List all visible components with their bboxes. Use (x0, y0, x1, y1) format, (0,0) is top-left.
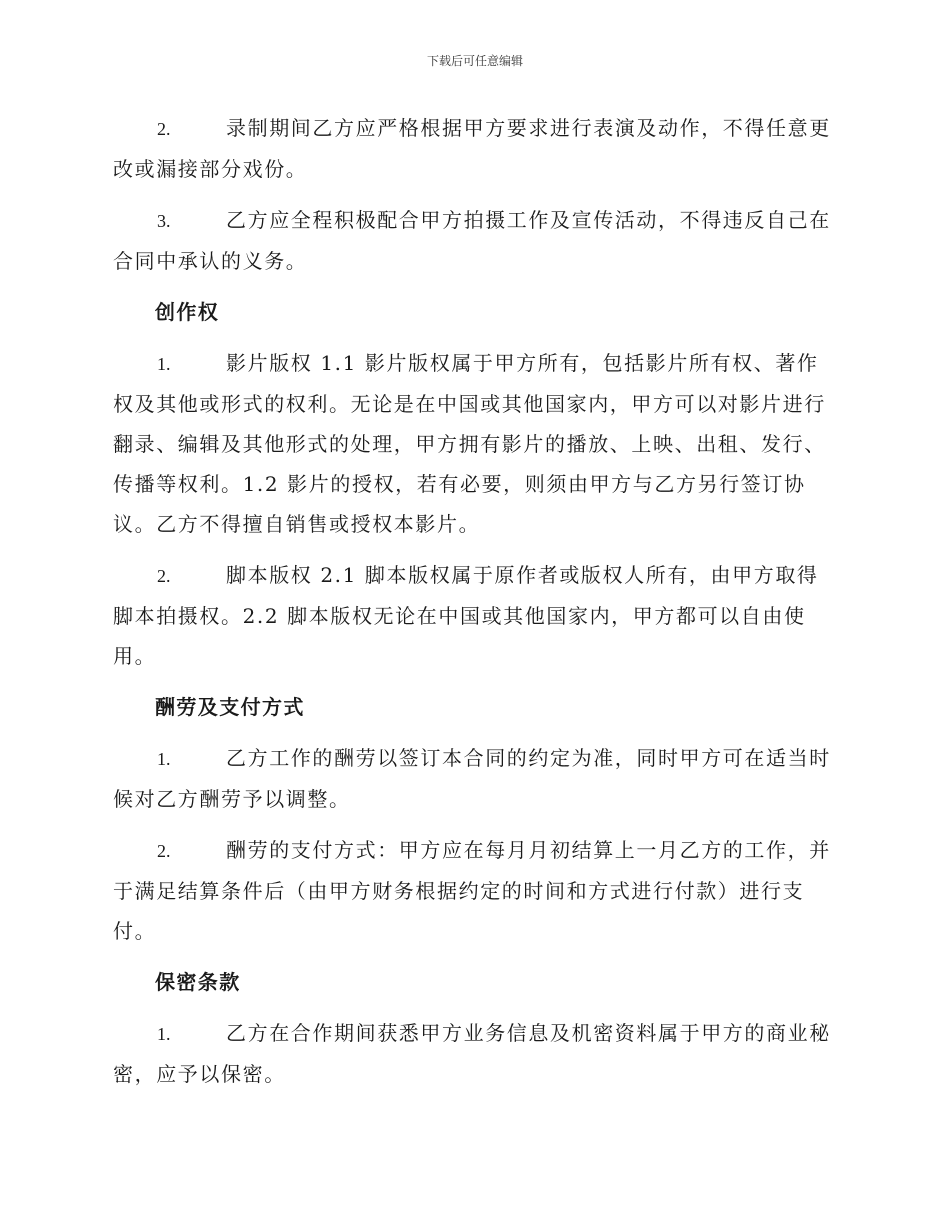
clause-text: 脚本版权 2.1 脚本版权属于原作者或版权人所有，由甲方取得脚本拍摄权。2.2 脚本版权无论在中国或其他国家内，甲方都可以自由使用。 (113, 563, 819, 668)
section-heading-confidentiality: 保密条款 (155, 970, 241, 994)
clause-paragraph (113, 555, 835, 676)
clause-number: 1. (157, 354, 171, 374)
clause-text: 酬劳的支付方式：甲方应在每月月初结算上一月乙方的工作，并于满足结算条件后（由甲方财务根据约定的时间和方式进行付款）进行支付。 (113, 838, 831, 943)
document-body (113, 108, 835, 1105)
clause-number: 1. (157, 749, 171, 769)
clause-text: 录制期间乙方应严格根据甲方要求进行表演及动作，不得任意更改或漏接部分戏份。 (113, 116, 831, 181)
clause-number: 1. (157, 1024, 171, 1044)
clause-text: 乙方应全程积极配合甲方拍摄工作及宣传活动，不得违反自己在合同中承认的义务。 (113, 208, 831, 273)
section-heading-creation-rights: 创作权 (155, 300, 220, 324)
clause-paragraph (113, 200, 835, 281)
clause-number: 3. (157, 211, 171, 231)
clause-paragraph (113, 108, 835, 189)
clause-number: 2. (157, 119, 171, 139)
clause-number: 2. (157, 566, 171, 586)
page-header-note: 下载后可任意编辑 (426, 54, 523, 68)
clause-text: 乙方工作的酬劳以签订本合同的约定为准，同时甲方可在适当时候对乙方酬劳予以调整。 (113, 746, 831, 811)
clause-paragraph (113, 738, 835, 819)
clause-paragraph (113, 343, 835, 544)
clause-text: 影片版权 1.1 影片版权属于甲方所有，包括影片所有权、著作权及其他或形式的权利。无论是在中国或其他国家内，甲方可以对影片进行翻录、编辑及其他形式的处理，甲方拥有影片的播放、上映、出租、发行、传播等权利。1.2 影片的授权，若有必要，则须由甲方与乙方另行签订协议。乙方不得擅自销售或授权本影片。 (113, 351, 826, 536)
clause-text: 乙方在合作期间获悉甲方业务信息及机密资料属于甲方的商业秘密，应予以保密。 (113, 1021, 831, 1086)
clause-number: 2. (157, 841, 171, 861)
clause-paragraph (113, 1013, 835, 1094)
clause-paragraph (113, 830, 835, 951)
section-heading-remuneration: 酬劳及支付方式 (155, 695, 305, 719)
